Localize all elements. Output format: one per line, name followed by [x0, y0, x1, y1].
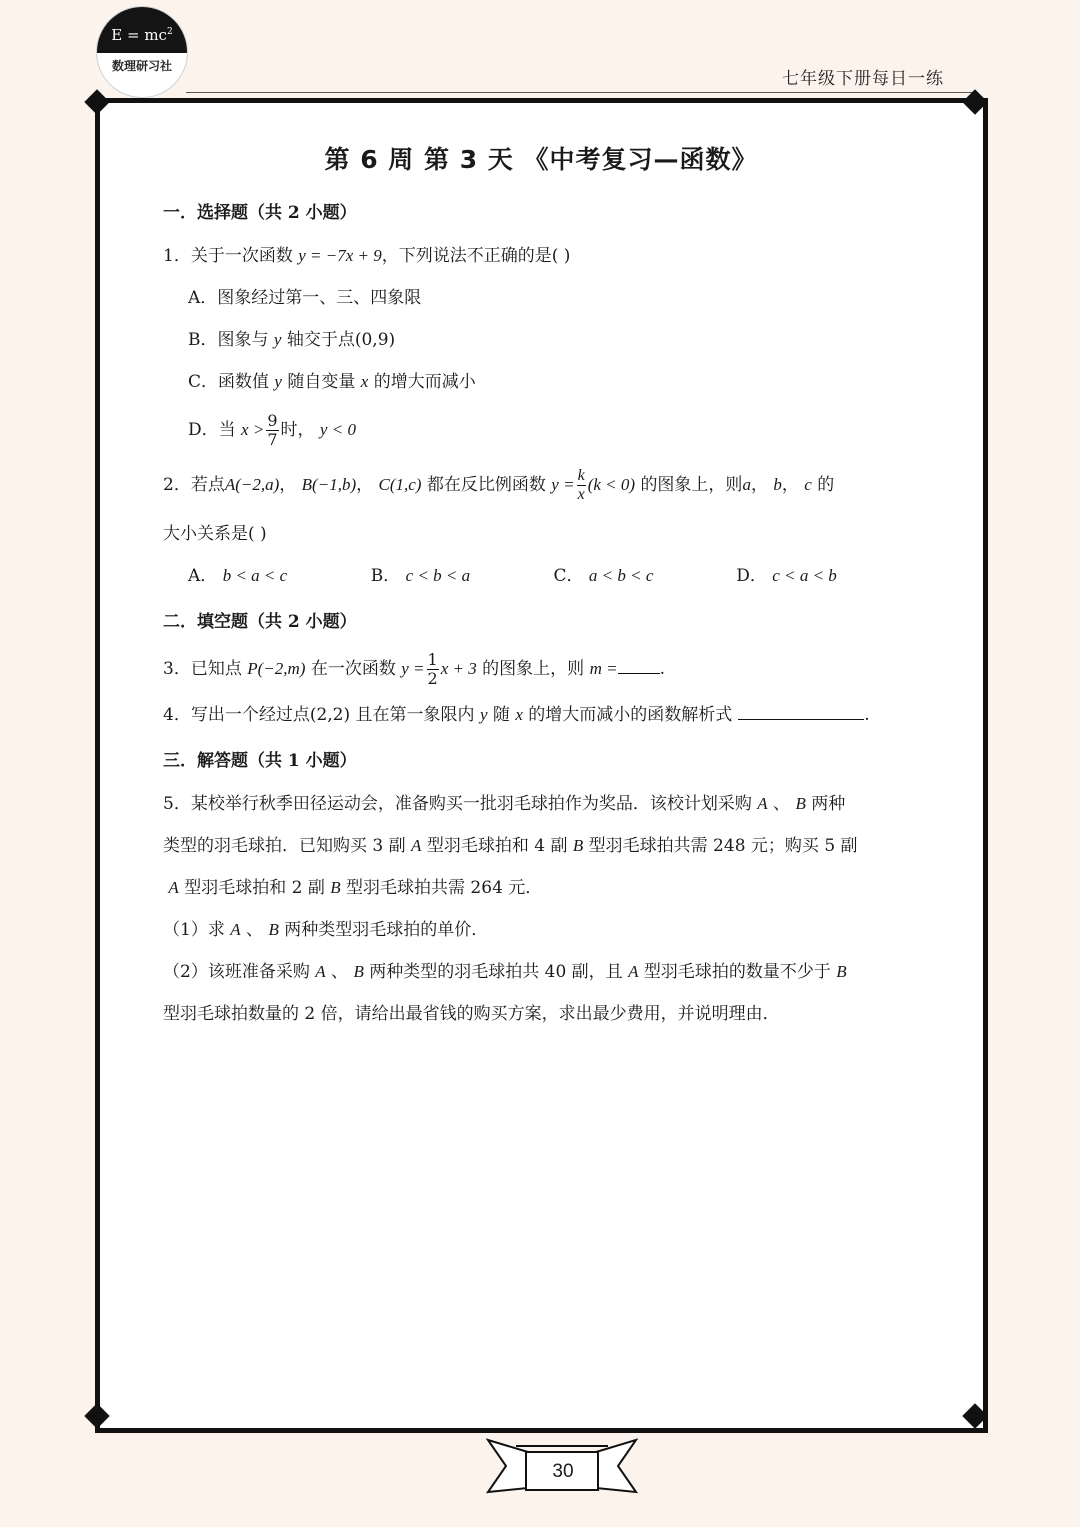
section-multiple-choice: 一．选择题（共 2 小题）	[163, 203, 357, 223]
q3-answer-blank	[618, 657, 660, 674]
section-solution: 三．解答题（共 1 小题）	[163, 751, 357, 771]
header-grade-label: 七年级下册每日一练	[782, 69, 944, 89]
question-3: 3．已知点 P(−2,m) 在一次函数 y = $\frac{1}{2}$ x + 3 的图象上，则 m = .	[163, 650, 665, 688]
question-2-line2: 大小关系是( )	[163, 524, 267, 544]
page-number: 30	[552, 1461, 574, 1482]
section-fill-blank: 二．填空题（共 2 小题）	[163, 612, 357, 632]
worksheet-content	[163, 140, 919, 1035]
fraction-one-half: $\frac{1}{2}$	[427, 650, 438, 688]
page-title: 第 6 周 第 3 天 《中考复习—函数》	[324, 145, 758, 174]
q2-options	[163, 555, 919, 597]
q1-option-b: B．图象与 y 轴交于点(0,9)	[188, 330, 396, 350]
q2-option-a: A． b < a < c	[188, 566, 288, 586]
q2-option-c: C． a < b < c	[553, 566, 654, 586]
fraction-nine-sevenths: $\frac{9}{7}$	[267, 411, 278, 449]
q1-option-d: D．当 x > $\frac{9}{7}$ 时， y < 0	[188, 411, 356, 449]
question-2: 2．若点A(−2,a)， B(−1,b)， C(1,c) 都在反比例函数 y = $\frac{k}{x}$ (k < 0) 的图象上，则a， b， c 的	[163, 467, 835, 503]
question-5: 5．某校举行秋季田径运动会，准备购买一批羽毛球拍作为奖品．该校计划采购 A 、 B 两种 类型的羽毛球拍．已知购买 3 副 A 型羽毛球拍和 4 副 B 型羽毛球拍共需 248 元；购买 5 副 A 型羽毛球拍和 2 副 B 型羽毛球拍共需 264 元． （1）求 A 、 B 两种类型羽毛球拍的单价． （2）该班准备采购 A 、 B 两种类型的羽毛球拍共 40 副，且 A 型羽毛球拍的数量不少于 B 型羽毛球拍数量的 2 倍，请给出最省钱的购买方案，求出最少费用，并说明理由．	[163, 794, 858, 1024]
logo-name: 数理研习社	[111, 59, 172, 73]
question-1: 1．关于一次函数 y = −7x + 9，下列说法不正确的是( )	[163, 246, 571, 266]
fraction-k-over-x: $\frac{k}{x}$	[577, 467, 585, 503]
q4-answer-blank	[738, 703, 864, 720]
q2-option-b: B． c < b < a	[370, 566, 471, 586]
q2-option-d: D． c < a < b	[736, 566, 837, 586]
logo	[96, 6, 188, 98]
q1-option-c: C．函数值 y 随自变量 x 的增大而减小	[188, 372, 476, 392]
question-4: 4．写出一个经过点(2,2) 且在第一象限内 y 随 x 的增大而减小的函数解析式 .	[163, 705, 870, 725]
q1-option-a: A．图象经过第一、三、四象限	[188, 288, 422, 308]
header-divider	[186, 92, 978, 93]
logo-formula: $E = mc^2$	[97, 7, 187, 53]
